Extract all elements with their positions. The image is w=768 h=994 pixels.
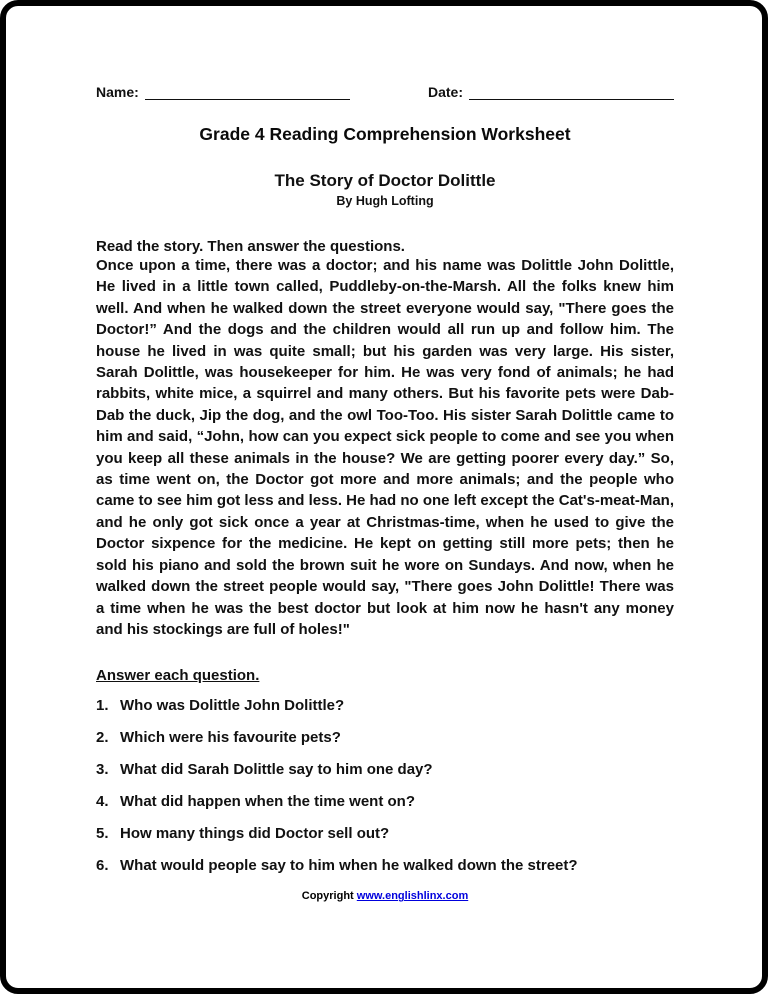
worksheet-content (6, 6, 762, 902)
byline: By Hugh Lofting (336, 194, 434, 208)
worksheet-title: Grade 4 Reading Comprehension Worksheet (199, 124, 571, 144)
story-text: Once upon a time, there was a doctor; and his name was Dolittle John Dolittle, He lived in a little town called, Puddleby-on-the-Marsh. All the folks knew him well. And when he walked down the street everyone would say, "There goes the Doctor!” And the dogs and the children would all run up and follow him. The house he lived in was quite small; but his garden was very large. His sister, Sarah Dolittle, was housekeeper for him. He was very fond of animals; he had rabbits, white mice, a squirrel and many others. But his favorite pets were Dab-Dab the duck, Jip the dog, and the owl Too-Too. His sister Sarah Dolittle came to him and said, “John, how can you expect sick people to come and see you when you keep all these animals in the house? We are getting poorer every day.” So, as time went on, the Doctor got more and more animals; and the people who came to see him got less and less. He had no one left except the Cat's-meat-Man, and he only got sick once a year at Christmas-time, when he used to give the Doctor sixpence for the medicine. He kept on getting still more pets; then he sold his piano and sold the brown suit he wore on Sundays. And now, when he walked down the street people would say, "There goes John Dolittle! There was a time when he was the best doctor but look at him now he hasn't any money and his stockings are full of holes!" (96, 257, 674, 638)
question-number: 3. (96, 761, 109, 779)
copyright-label: Copyright (301, 890, 354, 903)
questions-heading: Answer each question. (96, 667, 260, 685)
name-label: Name: (96, 84, 139, 100)
name-blank-line (145, 85, 350, 100)
instructions-line: Read the story. Then answer the questions. (96, 238, 405, 255)
question-text: What did Sarah Dolittle say to him one day? (120, 761, 433, 779)
date-label: Date: (427, 84, 463, 100)
question-number: 1. (96, 697, 109, 715)
date-blank-line (469, 85, 674, 100)
question-number: 6. (96, 857, 109, 875)
story-title: The Story of Doctor Dolittle (274, 171, 496, 190)
copyright-link[interactable]: www.englishlinx.com (356, 890, 469, 903)
date-field (428, 84, 674, 100)
question-item (96, 856, 674, 876)
question-item (96, 696, 674, 716)
question-item (96, 760, 674, 780)
question-text: Which were his favourite pets? (120, 729, 341, 747)
question-item (96, 728, 674, 748)
questions-list (96, 696, 674, 876)
question-number: 2. (96, 729, 109, 747)
question-text: How many things did Doctor sell out? (120, 825, 390, 843)
header-row (96, 84, 674, 100)
copyright-line (96, 890, 674, 902)
question-item (96, 824, 674, 844)
question-number: 5. (96, 825, 109, 843)
name-field (96, 84, 350, 100)
question-text: What did happen when the time went on? (120, 793, 415, 811)
question-number: 4. (96, 793, 109, 811)
question-text: Who was Dolittle John Dolittle? (120, 697, 345, 715)
question-item (96, 792, 674, 812)
question-text: What would people say to him when he walked down the street? (120, 857, 578, 875)
